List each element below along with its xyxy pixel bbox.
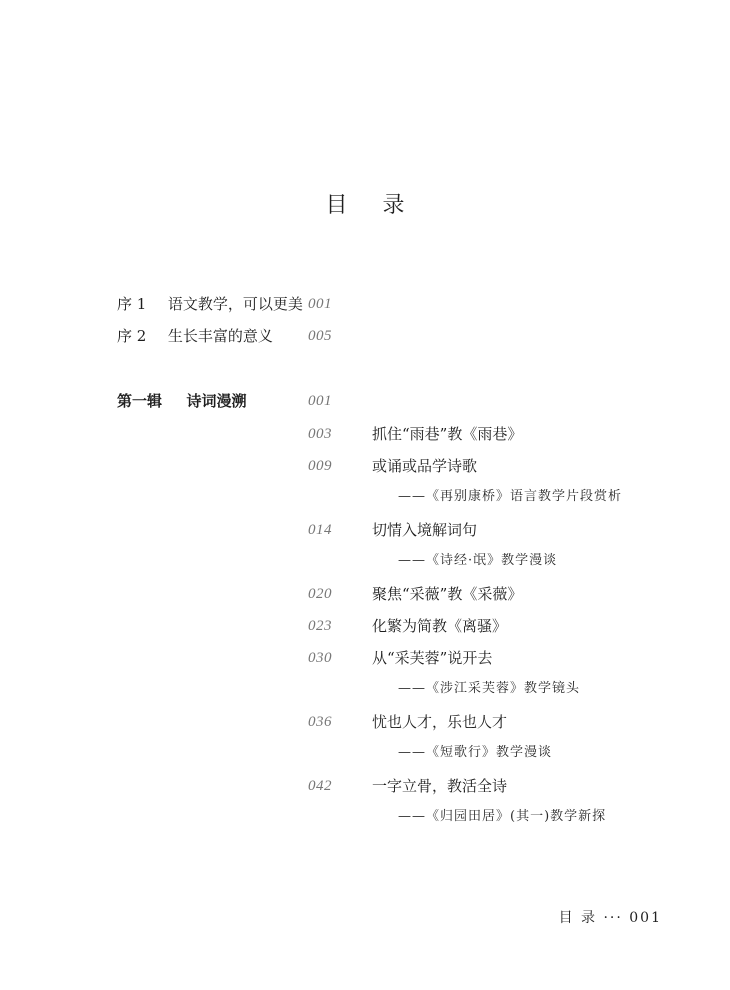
toc-entry-title[interactable]: 化繁为简教《离骚》 bbox=[372, 617, 508, 635]
section-page-number: 001 bbox=[308, 393, 332, 409]
toc-entry-subtitle: ——《短歌行》教学漫谈 bbox=[398, 745, 553, 760]
preface-title: 语文教学，可以更美 bbox=[167, 295, 303, 313]
toc-preface-1[interactable] bbox=[117, 294, 303, 314]
entry-page-number: 009 bbox=[308, 458, 332, 474]
toc-entry-title[interactable]: 抓住“雨巷”教《雨巷》 bbox=[372, 425, 523, 443]
toc-entry-subtitle: ——《涉江采芙蓉》教学镜头 bbox=[398, 681, 581, 696]
entry-page-number: 042 bbox=[308, 778, 332, 794]
entry-page-number: 014 bbox=[308, 522, 332, 538]
entry-page-number: 036 bbox=[308, 714, 332, 730]
toc-entry-subtitle: ——《归园田居》(其一)教学新探 bbox=[398, 809, 607, 824]
section-label: 第一辑 bbox=[117, 392, 163, 410]
preface-title: 生长丰富的意义 bbox=[167, 327, 273, 345]
toc-preface-2[interactable] bbox=[117, 326, 273, 346]
toc-section-heading[interactable] bbox=[117, 391, 247, 411]
toc-entry-title[interactable]: 聚焦“采薇”教《采薇》 bbox=[372, 585, 523, 603]
page-title: 目 录 bbox=[325, 193, 419, 218]
preface-page-number: 001 bbox=[308, 296, 332, 312]
toc-entry-subtitle: ——《诗经·氓》教学漫谈 bbox=[398, 553, 558, 568]
section-title: 诗词漫溯 bbox=[186, 392, 247, 410]
preface-label: 序 1 bbox=[117, 295, 147, 313]
entry-page-number: 020 bbox=[308, 586, 332, 602]
preface-page-number: 005 bbox=[308, 328, 332, 344]
toc-entry-title[interactable]: 忧也人才，乐也人才 bbox=[372, 713, 508, 731]
entry-page-number: 023 bbox=[308, 618, 332, 634]
toc-entry-title[interactable]: 切情入境解词句 bbox=[372, 521, 478, 539]
entry-page-number: 003 bbox=[308, 426, 332, 442]
toc-entry-title[interactable]: 或诵或品学诗歌 bbox=[372, 457, 478, 475]
page-footer: 目 录 ··· 001 bbox=[558, 910, 662, 926]
toc-entry-subtitle: ——《再别康桥》语言教学片段赏析 bbox=[398, 489, 623, 504]
entry-page-number: 030 bbox=[308, 650, 332, 666]
toc-entry-title[interactable]: 从“采芙蓉”说开去 bbox=[372, 649, 493, 667]
preface-label: 序 2 bbox=[117, 327, 147, 345]
toc-entry-title[interactable]: 一字立骨，教活全诗 bbox=[372, 777, 508, 795]
